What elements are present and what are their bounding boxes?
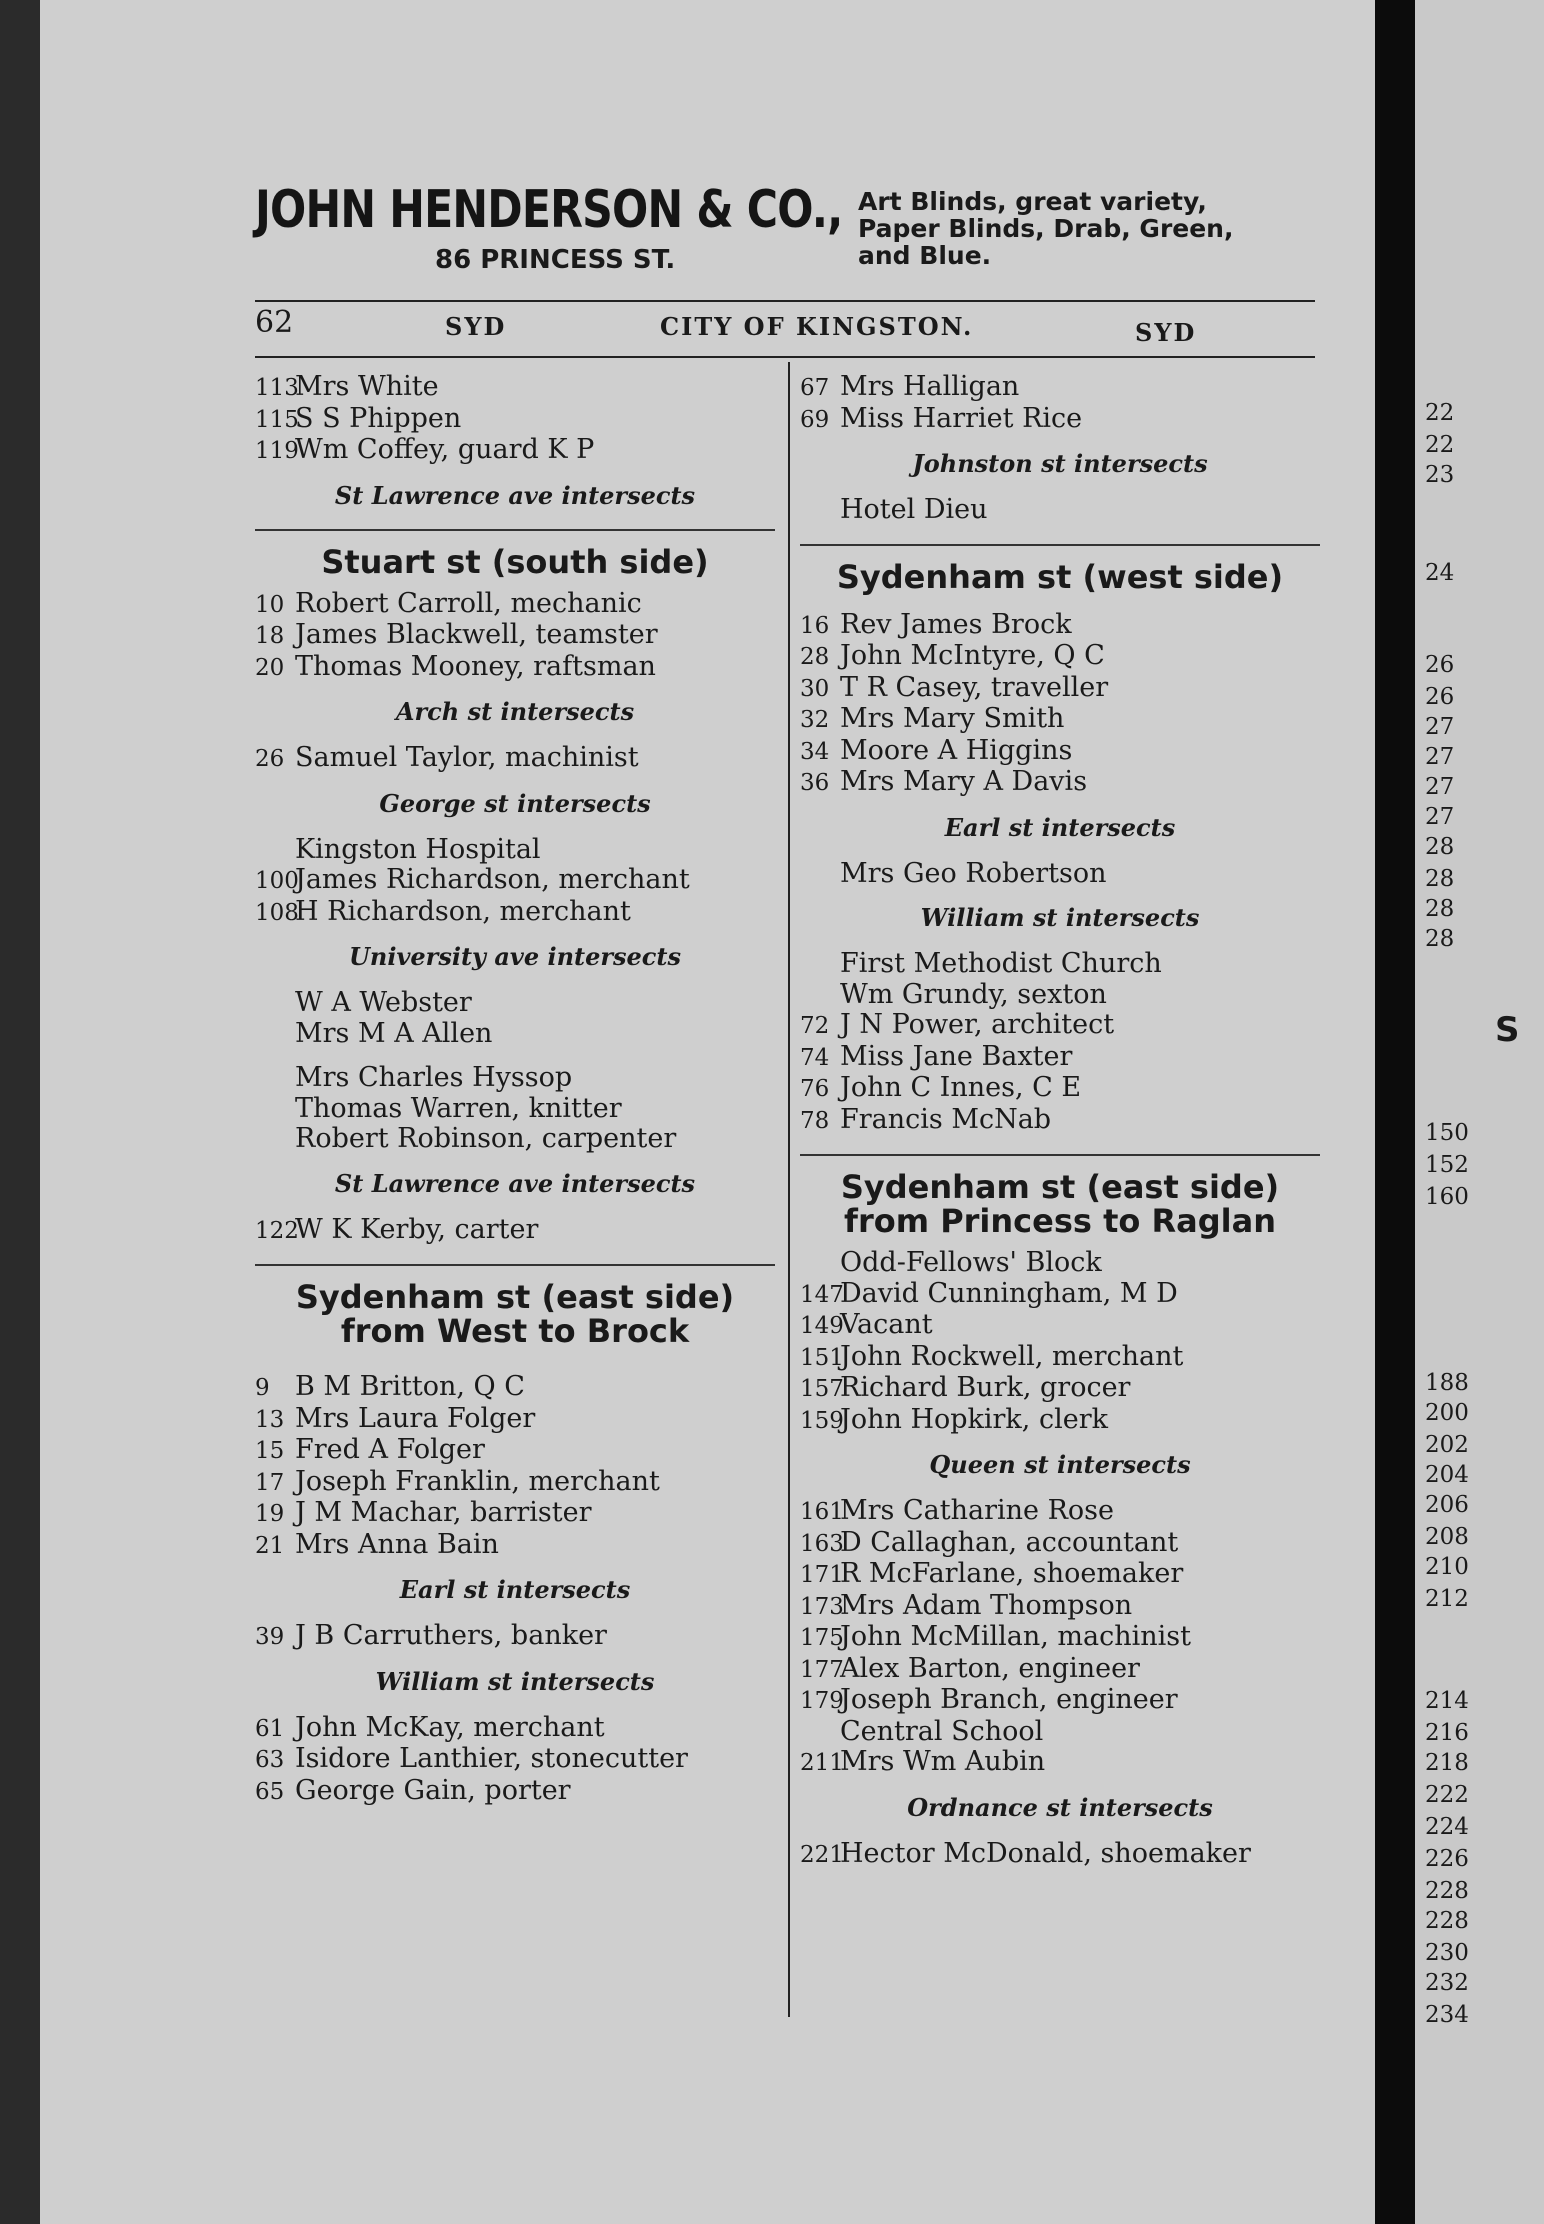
resident-name: George Gain, porter [295, 1774, 571, 1806]
directory-entry [255, 988, 775, 1019]
house-number: 10 [255, 591, 285, 618]
intersection-note: William st intersects [920, 903, 1200, 932]
resident-name: Odd-Fellows' Block [840, 1247, 1102, 1278]
next-page-fragment: 188 [1425, 1370, 1469, 1396]
intersection-note: Earl st intersects [399, 1575, 631, 1604]
directory-entry [255, 897, 775, 929]
house-number: 119 [255, 438, 299, 464]
directory-entry [800, 1405, 1320, 1437]
directory-entry [800, 1342, 1320, 1374]
resident-name: Moore A Higgins [840, 734, 1073, 766]
house-number: 9 [255, 1375, 270, 1401]
house-number: 175 [800, 1625, 844, 1651]
street-heading [800, 557, 1320, 596]
resident-name: Wm Grundy, sexton [840, 978, 1107, 1010]
page-number: 62 [255, 305, 294, 340]
directory-entry [800, 1591, 1320, 1623]
directory-entry [255, 1063, 775, 1094]
left-column [255, 372, 775, 1807]
resident-name: Central School [840, 1715, 1044, 1747]
resident-name: Mrs Mary Smith [840, 703, 1065, 734]
house-number: 67 [800, 375, 830, 401]
next-page-fragment: 232 [1425, 1970, 1469, 1996]
section-rule [800, 544, 1320, 546]
resident-name: John McKay, merchant [295, 1711, 605, 1743]
resident-name: Mrs Anna Bain [295, 1528, 499, 1560]
resident-name: H Richardson, merchant [295, 895, 631, 927]
house-number: 18 [255, 623, 285, 649]
next-page-fragment: 28 [1425, 926, 1455, 952]
resident-name: Samuel Taylor, machinist [295, 742, 639, 773]
directory-entry [255, 835, 775, 866]
right-column [800, 372, 1320, 1870]
resident-name: Mrs Charles Hyssop [295, 1062, 573, 1093]
resident-name: J M Machar, barrister [295, 1497, 592, 1528]
directory-entry [255, 435, 775, 467]
directory-entry [800, 1622, 1320, 1654]
house-number: 163 [800, 1530, 844, 1557]
directory-entry [255, 1498, 775, 1530]
resident-name: Mrs Geo Robertson [840, 857, 1107, 889]
resident-name: Mrs M A Allen [295, 1017, 493, 1049]
directory-entry [800, 1310, 1320, 1342]
resident-name: Robert Carroll, mechanic [295, 587, 642, 619]
directory-entry [800, 641, 1320, 673]
resident-name: Vacant [840, 1309, 933, 1340]
directory-entry [800, 1010, 1320, 1042]
intersection-note: George st intersects [379, 788, 651, 818]
house-number: 34 [800, 738, 830, 765]
running-header-title: CITY OF KINGSTON. [660, 312, 974, 341]
resident-name: Mrs Catharine Rose [840, 1495, 1114, 1526]
running-header-right: SYD [1135, 318, 1197, 347]
resident-name: Hector McDonald, shoemaker [840, 1837, 1251, 1869]
house-number: 100 [255, 868, 299, 894]
house-number: 20 [255, 654, 285, 681]
resident-name: Francis McNab [840, 1103, 1052, 1135]
next-page-fragment: 218 [1425, 1750, 1469, 1776]
next-page-fragment: S [1495, 1010, 1520, 1050]
directory-entry [800, 1559, 1320, 1591]
directory-entry [800, 736, 1320, 768]
resident-name: Mrs Halligan [840, 371, 1020, 402]
next-page-fragment: 228 [1425, 1878, 1469, 1904]
directory-entry [255, 620, 775, 652]
resident-name: First Methodist Church [840, 948, 1162, 979]
house-number: 26 [255, 746, 285, 772]
directory-page [40, 0, 1375, 2224]
street-heading [255, 542, 775, 581]
street-heading-line: from Princess to Raglan [844, 1202, 1276, 1240]
house-number: 21 [255, 1532, 285, 1559]
directory-entry [800, 1279, 1320, 1311]
street-heading-line: Sydenham st (east side) [840, 1168, 1280, 1206]
next-page-fragment: 27 [1425, 714, 1455, 740]
resident-name: B M Britton, Q C [295, 1371, 525, 1402]
directory-entry [255, 1621, 775, 1653]
directory-entry [255, 404, 775, 436]
house-number: 69 [800, 406, 830, 433]
house-number: 221 [800, 1841, 844, 1868]
house-number: 63 [255, 1747, 285, 1773]
house-number: 15 [255, 1438, 285, 1464]
resident-name: Fred A Folger [295, 1434, 485, 1465]
next-page-fragment: 226 [1425, 1846, 1469, 1872]
resident-name: Miss Jane Baxter [840, 1040, 1073, 1072]
directory-entry [800, 1528, 1320, 1560]
resident-name: T R Casey, traveller [840, 671, 1109, 703]
directory-entry [800, 767, 1320, 799]
house-number: 16 [800, 612, 830, 639]
house-number: 19 [255, 1501, 285, 1527]
resident-name: Robert Robinson, carpenter [295, 1123, 677, 1154]
resident-name: Mrs Adam Thompson [840, 1589, 1133, 1621]
house-number: 115 [255, 406, 299, 433]
resident-name: Miss Harriet Rice [840, 402, 1083, 434]
house-number: 39 [255, 1624, 285, 1650]
house-number: 36 [800, 770, 830, 796]
street-heading [800, 1170, 1320, 1238]
resident-name: Thomas Mooney, raftsman [295, 650, 656, 682]
resident-name: John Rockwell, merchant [840, 1340, 1184, 1372]
next-page-fragment: 214 [1425, 1688, 1469, 1714]
resident-name: W A Webster [295, 987, 472, 1018]
house-number: 17 [255, 1469, 285, 1496]
house-number: 179 [800, 1688, 844, 1714]
directory-entry [255, 1372, 775, 1404]
house-number: 157 [800, 1376, 844, 1402]
house-number: 173 [800, 1593, 844, 1620]
next-page-fragment: 22 [1425, 432, 1455, 458]
resident-name: D Callaghan, accountant [840, 1526, 1179, 1558]
next-page-fragment: 23 [1425, 462, 1455, 488]
resident-name: Thomas Warren, knitter [295, 1092, 622, 1124]
next-page-fragment: 222 [1425, 1782, 1469, 1808]
resident-name: R McFarlane, shoemaker [840, 1558, 1184, 1589]
resident-name: John C Innes, C E [840, 1072, 1082, 1103]
directory-entry [255, 1404, 775, 1436]
house-number: 65 [255, 1778, 285, 1805]
section-rule [800, 1154, 1320, 1156]
street-heading [255, 1280, 775, 1348]
next-page-fragment: 26 [1425, 684, 1455, 710]
column-divider [788, 362, 790, 2017]
house-number: 108 [255, 899, 299, 926]
directory-entry [800, 1248, 1320, 1279]
next-page-fragment: 27 [1425, 804, 1455, 830]
resident-name: Mrs Mary A Davis [840, 766, 1088, 797]
resident-name: Rev James Brock [840, 608, 1072, 640]
next-page-fragment: 212 [1425, 1586, 1469, 1612]
resident-name: Richard Burk, grocer [840, 1372, 1131, 1403]
house-number: 147 [800, 1281, 844, 1308]
resident-name: S S Phippen [295, 402, 462, 434]
spacer [255, 1049, 775, 1063]
resident-name: Wm Coffey, guard K P [295, 434, 595, 465]
directory-entry [800, 1042, 1320, 1074]
resident-name: Alex Barton, engineer [840, 1652, 1140, 1684]
house-number: 171 [800, 1562, 844, 1588]
section-rule [255, 1264, 775, 1266]
intersection-note: University ave intersects [348, 942, 682, 971]
directory-entry [255, 743, 775, 775]
resident-name: Kingston Hospital [295, 833, 541, 865]
spacer [255, 1358, 775, 1372]
house-number: 161 [800, 1499, 844, 1525]
directory-entry [255, 652, 775, 684]
directory-entry [800, 1373, 1320, 1405]
advert-business-name: JOHN HENDERSON & CO., [255, 180, 843, 240]
next-page-fragment: 24 [1425, 560, 1455, 586]
resident-name: David Cunningham, M D [840, 1277, 1178, 1309]
directory-entry [255, 1124, 775, 1155]
header-top-rule [255, 300, 1315, 302]
resident-name: Mrs White [295, 371, 439, 402]
intersection-note: St Lawrence ave intersects [334, 480, 696, 510]
advert-blurb-line: and Blue. [858, 241, 992, 270]
resident-name: J N Power, architect [840, 1009, 1115, 1040]
directory-entry [800, 1496, 1320, 1528]
advert-address: 86 PRINCESS ST. [435, 245, 676, 275]
directory-entry [800, 949, 1320, 980]
next-page-fragment: 202 [1425, 1432, 1469, 1458]
resident-name: John McIntyre, Q C [840, 640, 1105, 671]
resident-name: Joseph Franklin, merchant [295, 1465, 660, 1497]
directory-entry [800, 859, 1320, 890]
next-page-fragment: 230 [1425, 1940, 1469, 1966]
next-page-fragment: 216 [1425, 1720, 1469, 1746]
house-number: 30 [800, 675, 830, 702]
resident-name: James Blackwell, teamster [295, 619, 658, 650]
directory-entry [255, 1215, 775, 1247]
intersection-note: Johnston st intersects [912, 449, 1208, 478]
intersection-note: Arch st intersects [395, 697, 635, 726]
directory-entry [255, 589, 775, 621]
next-page-fragment: 27 [1425, 774, 1455, 800]
street-heading-line: from West to Brock [340, 1312, 690, 1350]
directory-entry [800, 1747, 1320, 1779]
next-page-fragment: 26 [1425, 652, 1455, 678]
resident-name: W K Kerby, carter [295, 1213, 539, 1245]
house-number: 72 [800, 1013, 830, 1039]
house-number: 113 [255, 375, 299, 401]
directory-entry [800, 704, 1320, 736]
intersection-note: William st intersects [375, 1666, 655, 1696]
directory-entry [800, 1839, 1320, 1871]
directory-entry [800, 1654, 1320, 1686]
house-number: 211 [800, 1750, 844, 1776]
directory-entry [255, 1530, 775, 1562]
house-number: 122 [255, 1217, 299, 1244]
house-number: 78 [800, 1107, 830, 1134]
next-page-fragment: 28 [1425, 834, 1455, 860]
house-number: 74 [800, 1044, 830, 1071]
resident-name: Mrs Laura Folger [295, 1402, 536, 1434]
street-heading-line: Sydenham st (west side) [836, 557, 1284, 596]
house-number: 177 [800, 1656, 844, 1683]
house-number: 151 [800, 1344, 844, 1371]
directory-entry [800, 673, 1320, 705]
resident-name: J B Carruthers, banker [295, 1620, 607, 1651]
resident-name: John McMillan, machinist [840, 1621, 1191, 1652]
house-number: 149 [800, 1313, 844, 1339]
directory-entry [255, 1744, 775, 1776]
next-page-fragment: 27 [1425, 744, 1455, 770]
house-number: 32 [800, 707, 830, 733]
intersection-note: Ordnance st intersects [907, 1792, 1213, 1822]
resident-name: Joseph Branch, engineer [840, 1684, 1178, 1715]
directory-entry [255, 865, 775, 897]
next-page-fragment: 200 [1425, 1400, 1469, 1426]
house-number: 76 [800, 1076, 830, 1102]
resident-name: Isidore Lanthier, stonecutter [295, 1743, 688, 1774]
street-heading-line: Sydenham st (east side) [295, 1278, 735, 1316]
next-page-fragment: 160 [1425, 1184, 1469, 1210]
directory-entry [255, 1776, 775, 1808]
resident-name: James Richardson, merchant [295, 864, 690, 895]
directory-entry [255, 372, 775, 404]
intersection-note: Earl st intersects [944, 812, 1176, 842]
directory-entry [800, 1717, 1320, 1748]
advert-blurb [858, 188, 1318, 269]
directory-entry [255, 1019, 775, 1050]
directory-entry [800, 495, 1320, 526]
directory-entry [800, 980, 1320, 1011]
next-page-fragment: 228 [1425, 1908, 1469, 1934]
next-page-fragment: 208 [1425, 1524, 1469, 1550]
book-gutter [1375, 0, 1415, 2224]
directory-entry [255, 1713, 775, 1745]
directory-entry [255, 1094, 775, 1125]
house-number: 28 [800, 644, 830, 670]
advert-blurb-line: Art Blinds, great variety, [858, 187, 1207, 216]
next-page-fragment: 206 [1425, 1492, 1469, 1518]
header-bottom-rule [255, 356, 1315, 358]
next-page-edge [1415, 0, 1544, 2224]
house-number: 13 [255, 1406, 285, 1433]
directory-entry [800, 1685, 1320, 1717]
next-page-fragment: 28 [1425, 896, 1455, 922]
resident-name: Hotel Dieu [840, 494, 988, 525]
intersection-note: Queen st intersects [929, 1450, 1191, 1479]
directory-entry [800, 1105, 1320, 1137]
running-header-left: SYD [445, 312, 507, 341]
intersection-note: St Lawrence ave intersects [334, 1168, 696, 1198]
house-number: 61 [255, 1715, 285, 1742]
resident-name: John Hopkirk, clerk [840, 1403, 1108, 1435]
advert-blurb-line: Paper Blinds, Drab, Green, [858, 214, 1234, 243]
directory-entry [800, 372, 1320, 404]
directory-entry [255, 1435, 775, 1467]
next-page-fragment: 150 [1425, 1120, 1469, 1146]
next-page-fragment: 224 [1425, 1814, 1469, 1840]
next-page-fragment: 22 [1425, 400, 1455, 426]
section-rule [255, 529, 775, 531]
directory-entry [800, 1073, 1320, 1105]
directory-entry [800, 610, 1320, 642]
resident-name: Mrs Wm Aubin [840, 1746, 1046, 1777]
directory-entry [255, 1467, 775, 1499]
directory-entry [800, 404, 1320, 436]
next-page-fragment: 28 [1425, 866, 1455, 892]
next-page-fragment: 204 [1425, 1462, 1469, 1488]
house-number: 159 [800, 1407, 844, 1434]
street-heading-line: Stuart st (south side) [321, 542, 709, 581]
next-page-fragment: 210 [1425, 1554, 1469, 1580]
next-page-fragment: 152 [1425, 1152, 1469, 1178]
next-page-fragment: 234 [1425, 2002, 1469, 2028]
